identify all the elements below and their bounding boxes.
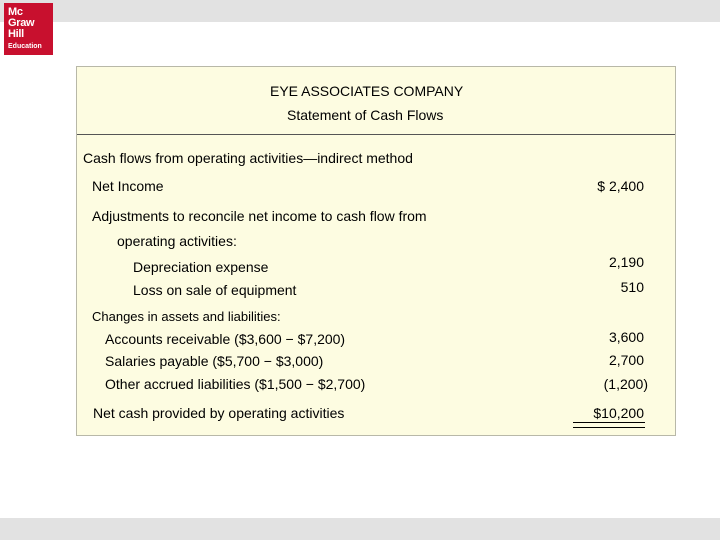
other-accrued-amount: (1,200) bbox=[603, 376, 648, 392]
logo-line-4: Education bbox=[8, 43, 42, 50]
net-cash-label: Net cash provided by operating activities bbox=[93, 405, 345, 421]
accounts-receivable-label: Accounts receivable ($3,600 − $7,200) bbox=[105, 331, 346, 347]
net-income-label: Net Income bbox=[92, 178, 164, 194]
company-name: EYE ASSOCIATES COMPANY bbox=[270, 83, 464, 99]
logo-line-2: Graw bbox=[8, 17, 35, 29]
bottom-bar bbox=[0, 518, 720, 540]
loss-on-sale-label: Loss on sale of equipment bbox=[133, 282, 297, 298]
adjustments-heading-line-2: operating activities: bbox=[117, 233, 237, 249]
double-underline bbox=[573, 422, 645, 428]
depreciation-amount: 2,190 bbox=[608, 254, 644, 270]
section-heading: Cash flows from operating activities—indirect method bbox=[83, 150, 413, 166]
mcgraw-hill-logo bbox=[4, 3, 53, 55]
changes-heading: Changes in assets and liabilities: bbox=[92, 309, 281, 324]
depreciation-label: Depreciation expense bbox=[133, 259, 269, 275]
net-income-amount: $ 2,400 bbox=[597, 178, 644, 194]
adjustments-heading-line-1: Adjustments to reconcile net income to cash flow from bbox=[92, 208, 427, 224]
loss-on-sale-amount: 510 bbox=[620, 279, 644, 295]
logo-line-1: Mc bbox=[8, 6, 23, 18]
logo-line-3: Hill bbox=[8, 28, 24, 40]
header-divider bbox=[77, 134, 675, 135]
salaries-payable-amount: 2,700 bbox=[608, 352, 644, 368]
other-accrued-label: Other accrued liabilities ($1,500 − $2,700) bbox=[105, 376, 366, 392]
accounts-receivable-amount: 3,600 bbox=[608, 329, 644, 345]
net-cash-amount: $10,200 bbox=[593, 405, 644, 421]
salaries-payable-label: Salaries payable ($5,700 − $3,000) bbox=[105, 353, 324, 369]
cash-flow-statement-panel bbox=[76, 66, 676, 436]
top-bar bbox=[0, 0, 720, 22]
statement-title: Statement of Cash Flows bbox=[287, 107, 444, 123]
